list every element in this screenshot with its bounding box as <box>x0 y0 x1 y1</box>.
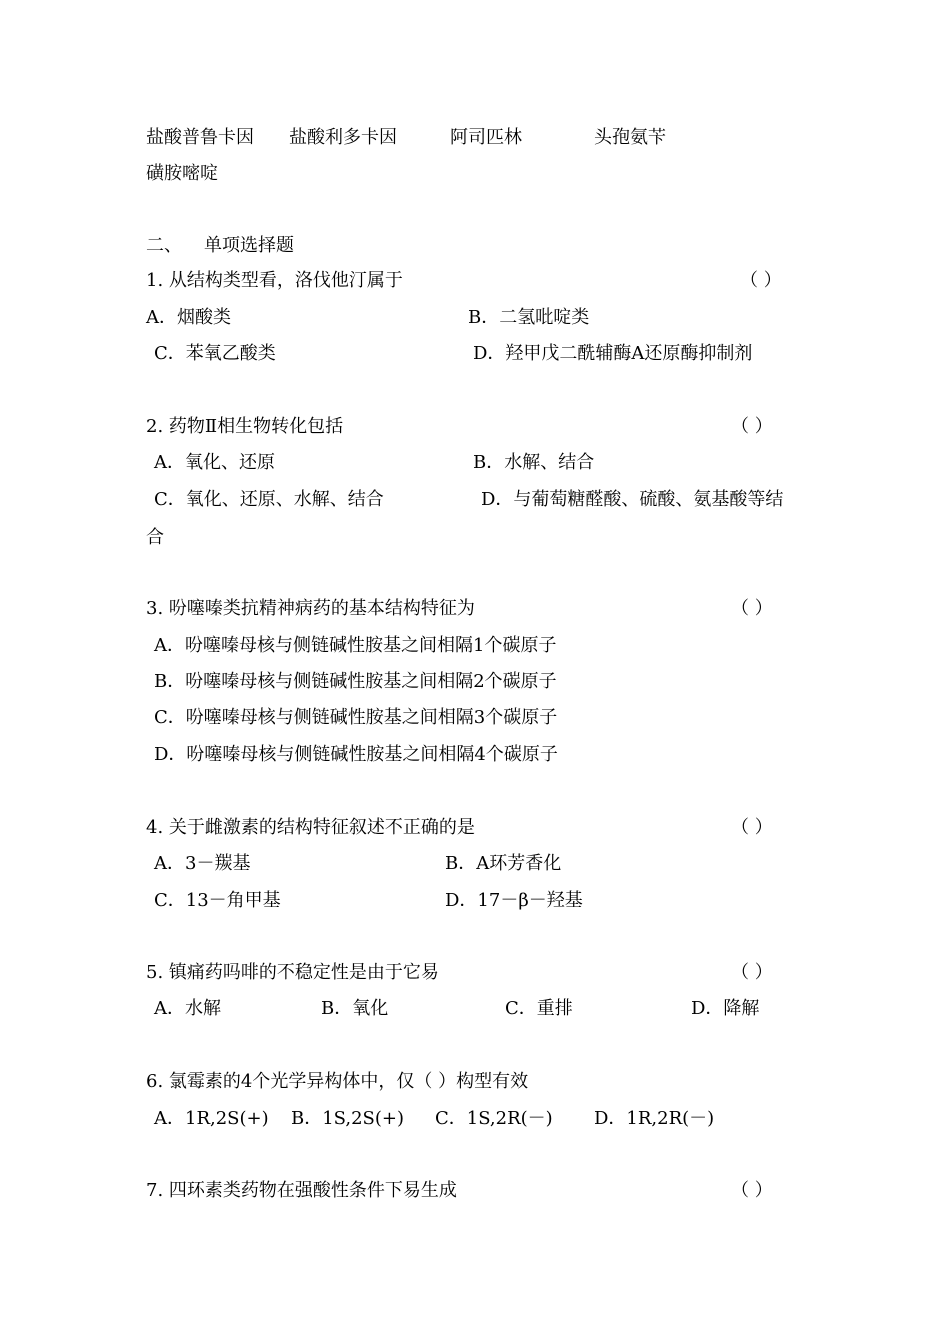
question-7-answer-paren: （ ） <box>731 1180 773 1201</box>
question-3-option-b: B．吩噻嗪母核与侧链碱性胺基之间相隔2个碳原子 <box>154 671 557 692</box>
question-3-option-c: C．吩噻嗪母核与侧链碱性胺基之间相隔3个碳原子 <box>154 707 558 728</box>
drug-name-2: 盐酸利多卡因 <box>289 127 397 148</box>
question-6-stem: 6. 氯霉素的4个光学异构体中，仅（ ）构型有效 <box>146 1071 529 1092</box>
question-3-stem: 3. 吩噻嗪类抗精神病药的基本结构特征为 <box>146 598 475 619</box>
question-6-option-c: C．1S,2R(－) <box>435 1108 553 1129</box>
question-4-answer-paren: （ ） <box>731 817 773 838</box>
question-2-option-b: B．水解、结合 <box>473 452 595 473</box>
question-5-answer-paren: （ ） <box>731 962 773 983</box>
section-number: 二、 <box>146 235 182 256</box>
question-2-option-c: C．氧化、还原、水解、结合 <box>154 489 384 510</box>
drug-name-5: 磺胺嘧啶 <box>146 163 218 184</box>
question-1-stem: 1. 从结构类型看，洛伐他汀属于 <box>146 270 403 291</box>
question-2-option-d-wrap: 合 <box>146 527 164 548</box>
question-5-stem: 5. 镇痛药吗啡的不稳定性是由于它易 <box>146 962 439 983</box>
question-5-option-b: B．氧化 <box>321 998 389 1019</box>
question-2-answer-paren: （ ） <box>731 416 773 437</box>
question-6-option-a: A．1R,2S(+) <box>154 1108 269 1129</box>
drug-name-4: 头孢氨苄 <box>594 127 666 148</box>
drug-name-3: 阿司匹林 <box>450 127 522 148</box>
question-2-option-d: D．与葡萄糖醛酸、硫酸、氨基酸等结 <box>481 489 784 510</box>
question-5-option-c: C．重排 <box>505 998 573 1019</box>
question-6-option-d: D．1R,2R(－) <box>594 1108 715 1129</box>
question-4-option-b: B．A环芳香化 <box>445 853 562 874</box>
question-7-stem: 7. 四环素类药物在强酸性条件下易生成 <box>146 1180 457 1201</box>
question-2-option-a: A．氧化、还原 <box>154 452 275 473</box>
section-title: 单项选择题 <box>204 235 294 256</box>
question-1-option-a: A．烟酸类 <box>146 307 231 328</box>
question-4-option-a: A．3－羰基 <box>154 853 251 874</box>
question-5-option-a: A．水解 <box>154 998 221 1019</box>
drug-name-1: 盐酸普鲁卡因 <box>146 127 254 148</box>
question-2-stem: 2. 药物Ⅱ相生物转化包括 <box>146 416 344 437</box>
question-1-option-b: B．二氢吡啶类 <box>468 307 590 328</box>
question-3-option-a: A．吩噻嗪母核与侧链碱性胺基之间相隔1个碳原子 <box>154 635 557 656</box>
question-4-option-d: D．17－β－羟基 <box>445 890 583 911</box>
question-4-stem: 4. 关于雌激素的结构特征叙述不正确的是 <box>146 817 475 838</box>
question-3-option-d: D．吩噻嗪母核与侧链碱性胺基之间相隔4个碳原子 <box>154 744 558 765</box>
question-4-option-c: C．13－角甲基 <box>154 890 281 911</box>
question-6-option-b: B．1S,2S(+) <box>291 1108 405 1129</box>
question-1-answer-paren: （ ） <box>740 270 782 291</box>
question-1-option-c: C．苯氧乙酸类 <box>154 343 276 364</box>
question-3-answer-paren: （ ） <box>731 598 773 619</box>
question-1-option-d: D．羟甲戊二酰辅酶A还原酶抑制剂 <box>473 343 753 364</box>
question-5-option-d: D．降解 <box>691 998 760 1019</box>
